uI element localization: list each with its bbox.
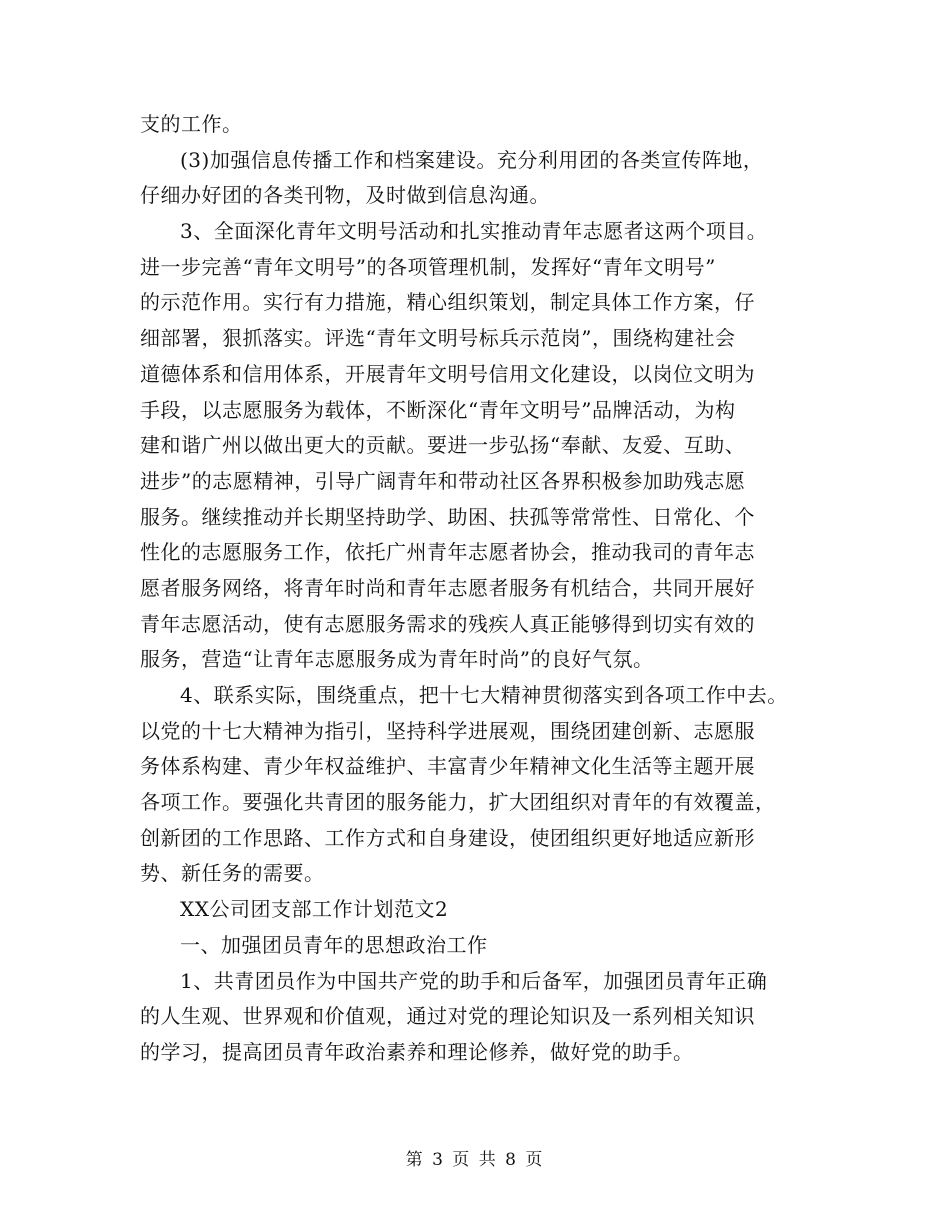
paragraph-start-line: 4、联系实际，围绕重点，把十七大精神贯彻落实到各项工作中去。: [180, 683, 788, 707]
text-line: 进步”的志愿精神，引导广阔青年和带动社区各界积极参加助残志愿: [140, 468, 746, 493]
text-line: 各项工作。要强化共青团的服务能力，扩大团组织对青年的有效覆盖，: [140, 790, 776, 815]
text-line: 愿者服务网络，将青年时尚和青年志愿者服务有机结合，共同开展好: [140, 575, 755, 600]
text-line: 进一步完善“青年文明号”的各项管理机制，发挥好“青年文明号”: [140, 254, 716, 279]
page-number-footer: 第 3 页 共 8 页: [405, 1150, 545, 1170]
paragraph-start-line: 3、全面深化青年文明号活动和扎实推动青年志愿者这两个项目。: [180, 219, 768, 244]
paragraph-start-line: 1、共青团员作为中国共产党的助手和后备军，加强团员青年正确: [180, 968, 768, 993]
text-line: 青年志愿活动，使有志愿服务需求的残疾人真正能够得到切实有效的: [140, 611, 755, 636]
text-line: 手段，以志愿服务为载体，不断深化“青年文明号”品牌活动，为构: [140, 397, 736, 422]
section-heading: XX公司团支部工作计划范文2: [180, 897, 449, 922]
text-line: 服务。继续推动并长期坚持助学、助困、扶孤等常常性、日常化、个: [140, 504, 755, 529]
text-line: 的人生观、世界观和价值观，通过对党的理论知识及一系列相关知识: [140, 1004, 755, 1029]
text-line: 道德体系和信用体系，开展青年文明号信用文化建设，以岗位文明为: [140, 361, 755, 386]
text-line: 的示范作用。实行有力措施，精心组织策划，制定具体工作方案，仔: [140, 290, 755, 315]
text-line: 以党的十七大精神为指引，坚持科学进展观，围绕团建创新、志愿服: [140, 718, 755, 743]
text-line: 细部署，狠抓落实。评选“青年文明号标兵示范岗”，围绕构建社会: [140, 326, 736, 351]
text-line: 务体系构建、青少年权益维护、丰富青少年精神文化生活等主题开展: [140, 754, 755, 779]
document-body: [140, 107, 820, 1071]
text-line: 建和谐广州以做出更大的贡献。要进一步弘扬“奉献、友爱、互助、: [140, 433, 746, 458]
text-line: 性化的志愿服务工作，依托广州青年志愿者协会，推动我司的青年志: [140, 540, 755, 565]
text-line: 支的工作。: [140, 112, 243, 136]
subsection-heading: 一、加强团员青年的思想政治工作: [180, 932, 488, 957]
paragraph-start-line: (3)加强信息传播工作和档案建设。充分利用团的各类宣传阵地，: [180, 147, 764, 172]
text-line: 仔细办好团的各类刊物，及时做到信息沟通。: [140, 183, 550, 208]
text-line: 创新团的工作思路、工作方式和自身建设，使团组织更好地适应新形: [140, 825, 755, 850]
text-line: 势、新任务的需要。: [140, 861, 325, 886]
text-line: 服务，营造“让青年志愿服务成为青年时尚”的良好气氛。: [140, 647, 654, 672]
text-line: 的学习，提高团员青年政治素养和理论修养，做好党的助手。: [140, 1039, 694, 1064]
